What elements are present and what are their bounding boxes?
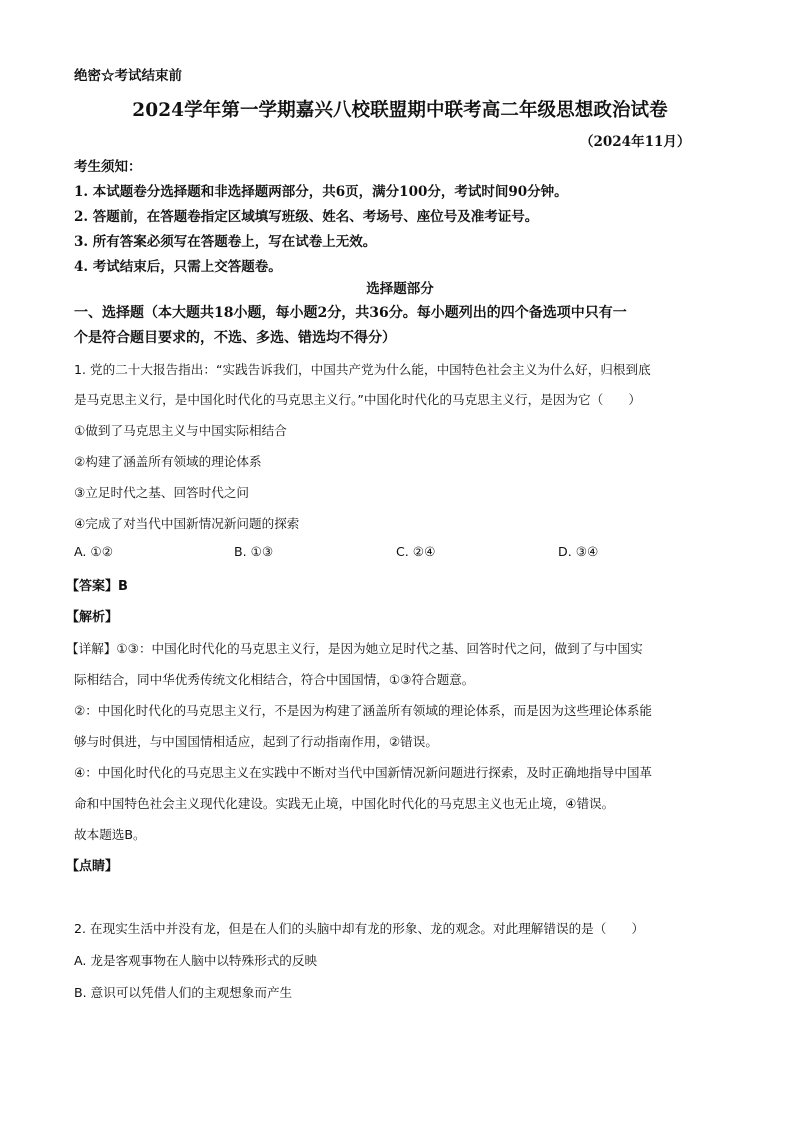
q1-option-b: B. ①③ — [234, 544, 274, 559]
section-title: 选择题部分 — [366, 281, 434, 297]
q1-statement: ④完成了对当代中国新情况新问题的探索 — [74, 516, 300, 531]
page-title: 2024学年第一学期嘉兴八校联盟期中联考高二年级思想政治试卷 — [132, 100, 668, 121]
q1-option-c: C. ②④ — [396, 544, 436, 559]
q1-stem-line: 1. 党的二十大报告指出：“实践告诉我们，中国共产党为什么能，中国特色社会主义为什么好，归根到底 — [74, 362, 651, 377]
exam-date: （2024年11月） — [580, 134, 691, 150]
q1-comment-label: 【点睛】 — [66, 859, 119, 874]
q1-detail-line: 际相结合，同中华优秀传统文化相结合，符合中国国情，①③符合题意。 — [74, 672, 475, 687]
part-description-line: 一、选择题（本大题共18小题，每小题2分，共36分。每小题列出的四个备选项中只有一 — [74, 305, 627, 321]
q1-stem-line: 是马克思主义行，是中国化时代化的马克思主义行。”中国化时代化的马克思主义行，是因为它（ ） — [74, 392, 641, 407]
q1-statement: ①做到了马克思主义与中国实际相结合 — [74, 423, 287, 438]
q1-detail-line: 命和中国特色社会主义现代化建设。实践无止境，中国化时代化的马克思主义也无止境，④错误。 — [74, 796, 615, 811]
instruction-item: 1. 本试题卷分选择题和非选择题两部分，共6页，满分100分，考试时间90分钟。 — [74, 184, 568, 200]
part-description-line: 个是符合题目要求的，不选、多选、错选均不得分） — [74, 330, 396, 346]
instructions-heading: 考生须知： — [74, 159, 142, 175]
instruction-item: 3. 所有答案必须写在答题卷上，写在试卷上无效。 — [74, 234, 377, 250]
q1-detail-line: 够与时俱进，与中国国情相适应，起到了行动指南作用，②错误。 — [74, 734, 438, 749]
q1-option-d: D. ③④ — [558, 544, 599, 559]
q1-detail-line: ②：中国化时代化的马克思主义行，不是因为构建了涵盖所有领域的理论体系，而是因为这些理论体系能 — [74, 703, 653, 718]
q1-detail-line: 【详解】①③：中国化时代化的马克思主义行，是因为她立足时代之基、回答时代之问，做到了与中国实 — [66, 641, 643, 656]
q2-option-a: A. 龙是客观事物在人脑中以特殊形式的反映 — [74, 953, 318, 968]
q1-detail-line: 故本题选B。 — [74, 827, 146, 842]
q2-stem: 2. 在现实生活中并没有龙，但是在人们的头脑中却有龙的形象、龙的观念。对此理解错误的是（ ） — [74, 921, 645, 936]
instruction-item: 2. 答题前，在答题卷指定区域填写班级、姓名、考场号、座位号及准考证号。 — [74, 209, 539, 225]
q1-statement: ②构建了涵盖所有领域的理论体系 — [74, 454, 262, 469]
q1-analysis-label: 【解析】 — [66, 610, 119, 625]
q1-answer: 【答案】B — [66, 579, 128, 594]
q1-statement: ③立足时代之基、回答时代之问 — [74, 485, 250, 500]
q1-option-a: A. ①② — [74, 544, 113, 559]
q1-detail-line: ④：中国化时代化的马克思主义在实践中不断对当代中国新情况新问题进行探索，及时正确地指导中国革 — [74, 765, 653, 780]
q2-option-b: B. 意识可以凭借人们的主观想象而产生 — [74, 985, 293, 1000]
confidential-note: 绝密☆考试结束前 — [74, 68, 182, 84]
instruction-item: 4. 考试结束后，只需上交答题卷。 — [74, 259, 282, 275]
